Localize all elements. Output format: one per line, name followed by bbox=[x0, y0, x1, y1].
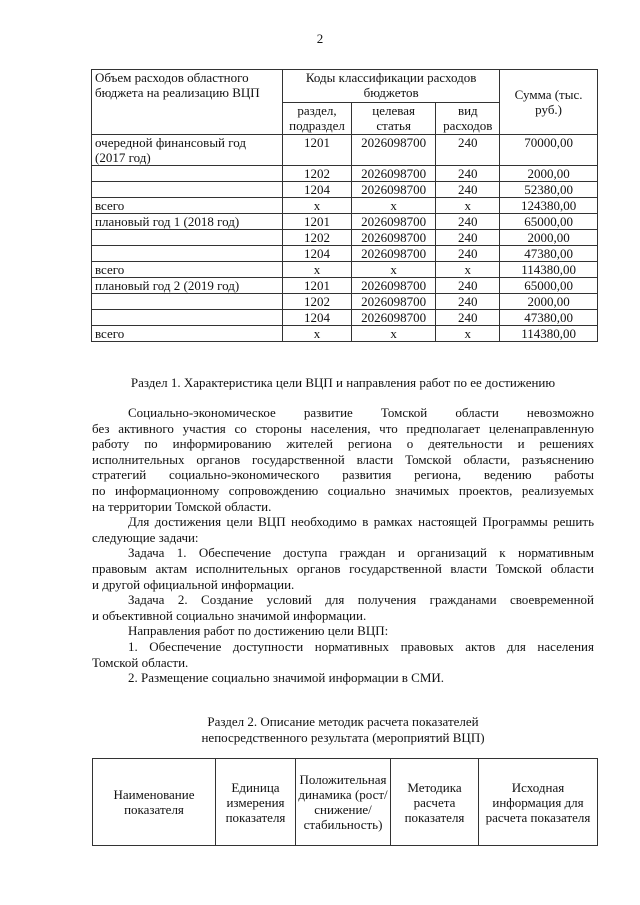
header-codes: Коды классификации расходов бюджетов bbox=[283, 70, 500, 103]
row-kind: 240 bbox=[436, 310, 500, 326]
row-label: всего bbox=[92, 326, 283, 342]
row-sum: 52380,00 bbox=[500, 182, 598, 198]
text-line: исполнительных органов государственной власти Томской области, разъяснению bbox=[92, 451, 594, 467]
section2-heading-line1: Раздел 2. Описание методик расчета показателей bbox=[207, 714, 479, 729]
row-kind: 240 bbox=[436, 166, 500, 182]
row-target: 2026098700 bbox=[351, 246, 436, 262]
row-label bbox=[92, 166, 283, 182]
table-row bbox=[92, 214, 598, 230]
row-kind: х bbox=[436, 326, 500, 342]
col-unit: Единица измерения показателя bbox=[216, 759, 296, 846]
row-sum: 2000,00 bbox=[500, 294, 598, 310]
row-target: 2026098700 bbox=[351, 214, 436, 230]
indicators-table bbox=[92, 758, 598, 846]
text-line: следующие задачи: bbox=[92, 529, 199, 545]
header-section: раздел, подраздел bbox=[283, 103, 352, 135]
table-row bbox=[92, 182, 598, 198]
text-line: без активного участия со стороны населения, что предполагает целенаправленную bbox=[92, 420, 594, 436]
row-label bbox=[92, 230, 283, 246]
row-section: 1201 bbox=[283, 278, 352, 294]
text-line: по информационному сопровождению социально значимых проектов, реализуемых bbox=[92, 482, 594, 498]
row-section: 1201 bbox=[283, 214, 352, 230]
header-kind: вид расходов bbox=[436, 103, 500, 135]
col-dynamics: Положительная динамика (рост/ снижение/ стабильность) bbox=[296, 759, 391, 846]
row-label: очередной финансовый год (2017 год) bbox=[92, 135, 283, 166]
text-line: Социально-экономическое развитие Томской области невозможно bbox=[128, 405, 594, 420]
row-kind: х bbox=[436, 198, 500, 214]
row-section: 1204 bbox=[283, 246, 352, 262]
row-section: 1202 bbox=[283, 294, 352, 310]
text-line: 2. Размещение социально значимой информации в СМИ. bbox=[128, 670, 445, 686]
text-line: Направления работ по достижению цели ВЦП: bbox=[128, 623, 389, 639]
col-indicator-name: Наименование показателя bbox=[93, 759, 216, 846]
table-row bbox=[92, 310, 598, 326]
row-section: 1202 bbox=[283, 230, 352, 246]
row-target: 2026098700 bbox=[351, 278, 436, 294]
row-section: 1202 bbox=[283, 166, 352, 182]
row-label: плановый год 2 (2019 год) bbox=[92, 278, 283, 294]
row-sum: 65000,00 bbox=[500, 278, 598, 294]
row-section: х bbox=[283, 326, 352, 342]
row-label: всего bbox=[92, 198, 283, 214]
text-line: работу по информированию жителей региона о деятельности и решениях bbox=[92, 436, 594, 452]
row-section: х bbox=[283, 198, 352, 214]
row-sum: 70000,00 bbox=[500, 135, 598, 166]
table-row bbox=[92, 326, 598, 342]
row-label bbox=[92, 182, 283, 198]
table-row bbox=[92, 246, 598, 262]
header-target: целевая статья bbox=[351, 103, 436, 135]
row-target: 2026098700 bbox=[351, 310, 436, 326]
text-line: и другой официальной информации. bbox=[92, 576, 295, 592]
text-line: стратегий социально-экономического развития региона, ведению работы bbox=[92, 467, 594, 483]
section1-body bbox=[92, 405, 594, 686]
header-volume: Объем расходов областного бюджета на реализацию ВЦП bbox=[92, 70, 283, 135]
row-section: 1204 bbox=[283, 310, 352, 326]
row-target: 2026098700 bbox=[351, 182, 436, 198]
text-line: правовым актам исполнительных органов государственной власти Томской области bbox=[92, 560, 594, 576]
row-target: 2026098700 bbox=[351, 135, 436, 166]
budget-table bbox=[91, 69, 598, 342]
row-sum: 114380,00 bbox=[500, 326, 598, 342]
row-label bbox=[92, 294, 283, 310]
table-row bbox=[92, 198, 598, 214]
text-line: Задача 1. Обеспечение доступа граждан и организаций к нормативным bbox=[128, 545, 594, 561]
row-section: 1201 bbox=[283, 135, 352, 166]
row-kind: 240 bbox=[436, 246, 500, 262]
text-line: 1. Обеспечение доступности нормативных правовых актов для населения bbox=[128, 638, 594, 654]
row-label: всего bbox=[92, 262, 283, 278]
row-sum: 47380,00 bbox=[500, 246, 598, 262]
table-row bbox=[92, 230, 598, 246]
row-target: 2026098700 bbox=[351, 230, 436, 246]
row-target: х bbox=[351, 262, 436, 278]
row-target: х bbox=[351, 198, 436, 214]
table-row bbox=[92, 135, 598, 166]
row-label bbox=[92, 310, 283, 326]
table-row bbox=[92, 294, 598, 310]
row-target: 2026098700 bbox=[351, 294, 436, 310]
row-label bbox=[92, 246, 283, 262]
row-label: плановый год 1 (2018 год) bbox=[92, 214, 283, 230]
table-row bbox=[92, 166, 598, 182]
row-sum: 124380,00 bbox=[500, 198, 598, 214]
text-line: и объективной социально значимой информации. bbox=[92, 607, 367, 623]
table-row bbox=[92, 278, 598, 294]
row-target: х bbox=[351, 326, 436, 342]
row-kind: 240 bbox=[436, 294, 500, 310]
row-kind: 240 bbox=[436, 230, 500, 246]
row-sum: 65000,00 bbox=[500, 214, 598, 230]
row-section: х bbox=[283, 262, 352, 278]
col-method: Методика расчета показателя bbox=[391, 759, 479, 846]
section1-heading: Раздел 1. Характеристика цели ВЦП и направления работ по ее достижению bbox=[130, 375, 556, 390]
row-sum: 2000,00 bbox=[500, 166, 598, 182]
text-line: Для достижения цели ВЦП необходимо в рамках настоящей Программы решить bbox=[128, 514, 594, 530]
row-kind: 240 bbox=[436, 135, 500, 166]
row-kind: 240 bbox=[436, 182, 500, 198]
col-source-info: Исходная информация для расчета показателя bbox=[479, 759, 598, 846]
text-line: Задача 2. Создание условий для получения гражданами своевременной bbox=[128, 592, 594, 608]
row-section: 1204 bbox=[283, 182, 352, 198]
section2-heading-line2: непосредственного результата (мероприятий ВЦП) bbox=[201, 730, 485, 745]
row-sum: 2000,00 bbox=[500, 230, 598, 246]
row-kind: 240 bbox=[436, 278, 500, 294]
row-sum: 114380,00 bbox=[500, 262, 598, 278]
table-row bbox=[92, 262, 598, 278]
text-line: на территории Томской области. bbox=[92, 498, 272, 514]
header-sum: Сумма (тыс. руб.) bbox=[500, 70, 598, 135]
row-sum: 47380,00 bbox=[500, 310, 598, 326]
row-kind: 240 bbox=[436, 214, 500, 230]
row-kind: х bbox=[436, 262, 500, 278]
row-target: 2026098700 bbox=[351, 166, 436, 182]
page-number: 2 bbox=[316, 31, 324, 46]
text-line: Томской области. bbox=[92, 654, 189, 670]
